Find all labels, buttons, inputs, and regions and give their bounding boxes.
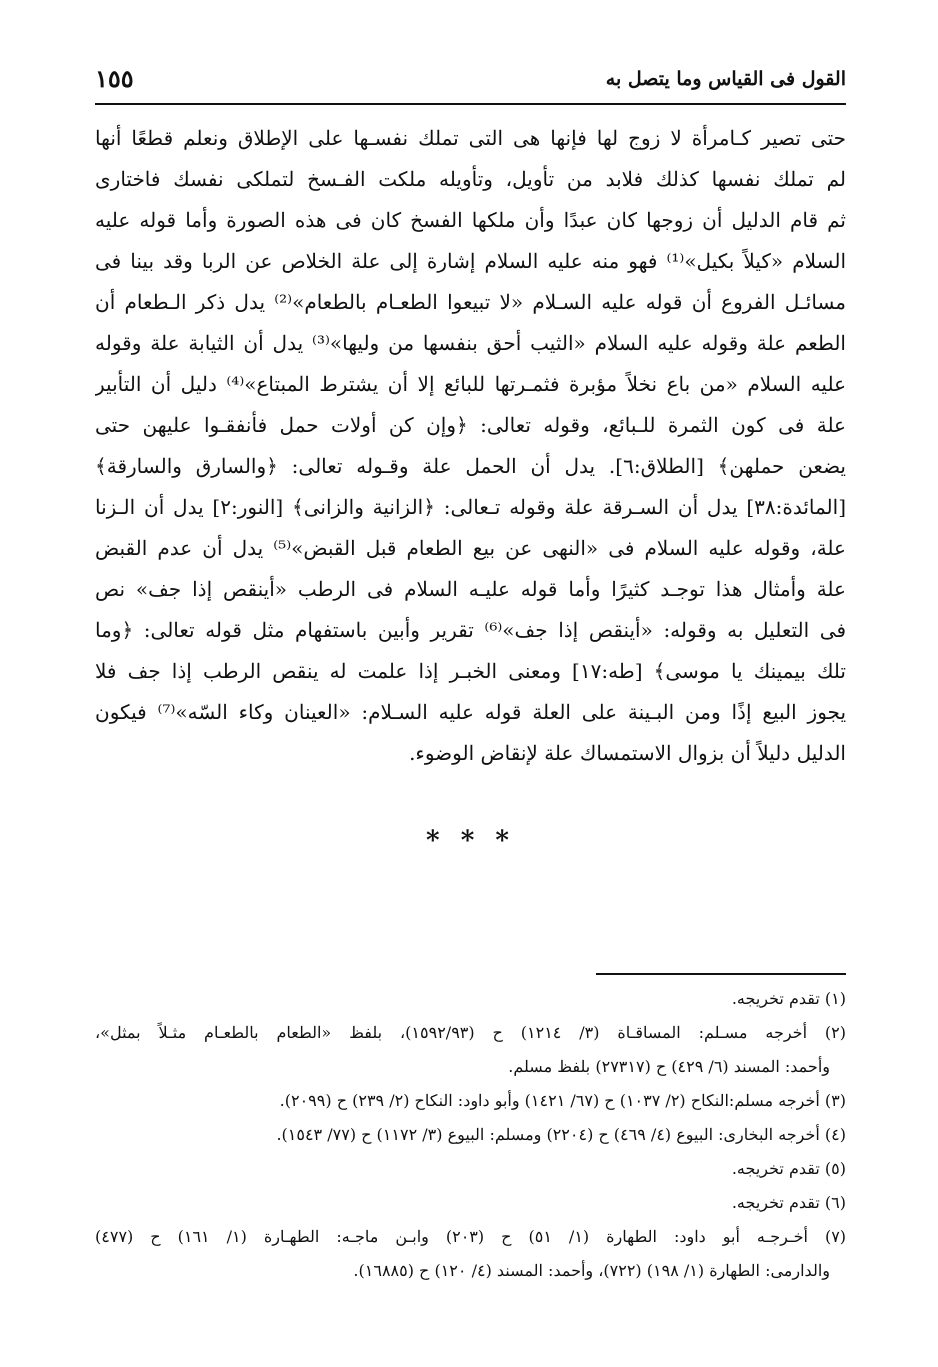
footnote: (٥) تقدم تخريجه.	[731, 1159, 846, 1178]
text-line: ثم قام الدليل أن زوجها كان عبدًا وأن ملكها الفسخ كان فى هذه الصورة وأما قوله عليه	[95, 208, 846, 232]
footnotes	[95, 982, 846, 1288]
text-line: علة وأمثال هذا توجـد كثيرًا وأما قوله عليـه السلام فى الرطب «أينقص إذا جف» نص	[95, 577, 846, 601]
text-line: علة فى كون الثمرة للـبائع، وقوله تعالى: ﴿وإن كن أولات حمل فأنفقـوا عليهن حتى	[95, 413, 846, 437]
footnote: (٤) أخرجه البخارى: البيوع (٤/ ٤٦٩) ح (٢٢٠٤) ومسلم: البيوع (٣/ ١١٧٢) ح (٧٧/ ١٥٤٣).	[276, 1125, 846, 1144]
footnote-rule	[596, 973, 846, 975]
text-line: لم تملك نفسها كذلك فلابد من تأويل، وتأويله ملكت الفـسخ لتملكى نفسك فاختارى	[95, 167, 846, 191]
footnote: (٧) أخـرجـه أبو داود: الطهارة (١/ ٥١) ح (٢٠٣) وابـن ماجـه: الطهـارة (١/ ١٦١) ح (٤٧٧)	[95, 1227, 846, 1246]
text-line: فى التعليل به وقوله: «أينقص إذا جف»⁽⁶⁾ تقرير وأبين باستفهام مثل قوله تعالى: ﴿وما	[95, 618, 846, 642]
footnote-continuation: والدارمى: الطهارة (١/ ١٩٨) (٧٢٢)، وأحمد: المسند (٤/ ١٢٠) ح (١٦٨٨٥).	[353, 1261, 830, 1280]
text-line: [المائدة:٣٨] يدل أن السـرقة علة وقوله تـعالى: ﴿الزانية والزانى﴾ [النور:٢] يدل أن الـزنا	[95, 495, 846, 519]
section-separator: * * *	[426, 826, 515, 856]
text-line: السلام «كيلاً بكيل»⁽¹⁾ فهو منه عليه السلام إشارة إلى علة الخلاص عن الربا وقد بينا فى	[95, 249, 846, 273]
header-rule	[95, 103, 846, 105]
footnote: (٣) أخرجه مسلم:النكاح (٢/ ١٠٣٧) ح (٦٧/ ١٤٢١) وأبو داود: النكاح (٢/ ٢٣٩) ح (٢٠٩٩).	[279, 1091, 846, 1110]
text-line: علة، وقوله عليه السلام فى «النهى عن بيع الطعام قبل القبض»⁽⁵⁾ يدل أن عدم القبض	[95, 536, 846, 560]
text-line: تلك بيمينك يا موسى﴾ [طه:١٧] ومعنى الخبـر إذا علمت له ينقص الرطب إذا جف فلا	[95, 659, 846, 683]
text-line: يجوز البيع إذًا ومن البـينة على العلة قوله عليه السـلام: «العينان وكاء السّه»⁽⁷⁾ فيكون	[95, 700, 846, 724]
text-line: الطعم علة وقوله عليه السلام «الثيب أحق بنفسها من وليها»⁽³⁾ يدل أن الثيابة علة وقوله	[95, 331, 846, 355]
text-line: عليه السلام «من باع نخلاً مؤبرة فثمـرتها للبائع إلا أن يشترط المبتاع»⁽⁴⁾ دليل أن التأبير	[95, 372, 846, 396]
text-line: مسائـل الفروع أن قوله عليه السـلام «لا تبيعوا الطعـام بالطعام»⁽²⁾ يدل ذكر الـطعام أن	[95, 290, 846, 314]
running-header	[95, 60, 846, 100]
footnote: (٢) أخرجه مسـلم: المساقـاة (٣/ ١٢١٤) ح (١٥٩٢/٩٣)، بلفظ «الطعام بالطعـام مثـلاً بمثل»،	[95, 1023, 846, 1042]
footnote: (٦) تقدم تخريجه.	[731, 1193, 846, 1212]
footnote: (١) تقدم تخريجه.	[731, 989, 846, 1008]
footnote-continuation: وأحمد: المسند (٦/ ٤٢٩) ح (٢٧٣١٧) بلفظ مسلم.	[508, 1057, 830, 1076]
text-line: يضعن حملهن﴾ [الطلاق:٦]. يدل أن الحمل علة وقـوله تعالى: ﴿والسارق والسارقة﴾	[95, 454, 846, 478]
text-line: حتى تصير كـامرأة لا زوج لها فإنها هى التى تملك نفسـها على الإطلاق ونعلم قطعًا أنها	[95, 126, 846, 150]
running-title: القول فى القياس وما يتصل به	[605, 68, 846, 90]
page-number: ١٥٥	[95, 64, 134, 93]
body-text	[95, 118, 846, 774]
text-line: الدليل دليلاً أن بزوال الاستمساك علة لإنقاض الوضوء.	[409, 741, 846, 765]
